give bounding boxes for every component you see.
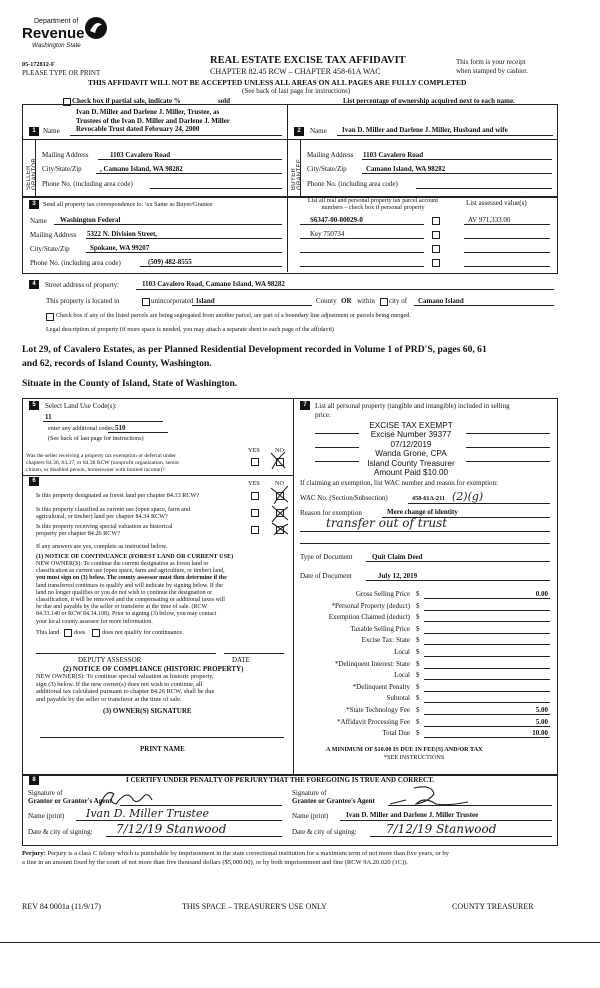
this-land-label: This land: [36, 629, 60, 636]
fee-line: [424, 702, 550, 703]
additional-codes-line: [108, 432, 168, 433]
current-use-yes-checkbox[interactable]: [251, 509, 259, 517]
land-use-see-back: (See back of last page for instructions): [48, 435, 144, 442]
section-4-badge: 4: [29, 280, 39, 289]
exemption-q-line-3: citizen, or disabled person, homeowner with limited income)?: [26, 466, 165, 473]
exemption-question: [26, 453, 179, 473]
agency-logo: [22, 18, 112, 58]
land-use-code: 11: [45, 413, 52, 421]
see-instructions-note: *SEE INSTRUCTIONS: [384, 754, 445, 761]
sold-label: sold: [218, 97, 231, 105]
seller-name-line: [70, 135, 282, 136]
notice-2-line: sign (3) below. If the new owner(s) does not wish to continue, all: [36, 680, 203, 688]
grantee-date-label: Date & city of signing:: [292, 828, 357, 836]
seller-phone-label: Phone No. (including area code): [42, 180, 133, 188]
reason-handwritten: transfer out of trust: [326, 516, 448, 530]
county-value: Island: [196, 297, 215, 305]
seller-side-label: SELLER GRANTOR: [26, 158, 38, 190]
street-line: [136, 289, 554, 290]
wac-label: WAC No. (Section/Subsection): [300, 494, 388, 502]
notice-2-line: and payable by the seller or transferor at the time of sale.: [36, 695, 182, 703]
personal-line-2a: [315, 447, 359, 448]
tax-corr-mailing: 5322 N. Division Street,: [87, 230, 158, 238]
assessed-line-1: [464, 224, 550, 225]
unincorporated-label: unincorporated: [151, 297, 194, 305]
fee-currency: $: [416, 706, 420, 714]
fee-label: *Delinquent Penalty: [352, 682, 410, 691]
stamp-line: EXCISE TAX EXEMPT: [369, 421, 453, 430]
city-value: Camano Island: [418, 297, 464, 305]
parcels-header-2: numbers – check box if personal property: [321, 204, 425, 211]
notice-1-line: be due and payable by the seller or transferor at the time of sale. (RCW: [36, 604, 208, 611]
assessed-line-2: [464, 238, 550, 239]
assessed-header: List assessed value(s): [466, 199, 527, 207]
fee-label: Subtotal: [386, 694, 410, 703]
seller-mailing: 1103 Cavalero Road: [110, 151, 171, 159]
situate-line: Situate in the County of Island, State of Washington.: [22, 378, 238, 389]
fee-currency: $: [416, 682, 420, 691]
buyer-mailing-label: Mailing Address: [307, 151, 354, 159]
parcels-header-1: List all real and personal property tax parcel account: [307, 197, 439, 204]
personal-property-label-1: List all personal property (tangible and intangible) included in selling: [315, 402, 510, 410]
parcel-line-3: [300, 252, 424, 253]
stamp-line: 07/12/2019: [390, 439, 432, 449]
tax-corr-name: Washington Federal: [60, 216, 121, 224]
buyer-side-label: BUYER GRANTEE: [291, 158, 303, 190]
buyer-mailing-line: [362, 159, 552, 160]
deputy-date-line: [224, 653, 284, 654]
perjury-label: Perjury:: [22, 850, 46, 857]
fee-line: [424, 598, 550, 599]
sec5-no-label: NO: [275, 447, 284, 454]
doc-type-line: [366, 561, 550, 562]
doc-date: July 12, 2019: [378, 572, 418, 580]
owner-signature-line: [40, 737, 284, 738]
county-label: County: [316, 297, 337, 305]
notice-2-title: (2) NOTICE OF COMPLIANCE (HISTORIC PROPERTY): [63, 665, 244, 673]
seller-phone-line: [150, 188, 282, 189]
grantee-date-city: 7/12/19 Stanwood: [386, 822, 497, 836]
fee-label: Exemption Claimed (deduct): [328, 613, 410, 622]
parcel-2-personal-checkbox[interactable]: [432, 231, 440, 239]
fee-currency: $: [416, 648, 420, 656]
fee-line: [424, 668, 550, 669]
notice-2-body: [36, 673, 214, 703]
fee-label: *Affidavit Processing Fee: [337, 717, 410, 726]
seller-mailing-label: Mailing Address: [42, 151, 89, 159]
notice-1-title: (1) NOTICE OF CONTINUANCE (FOREST LAND OR CURRENT USE): [36, 553, 234, 560]
fee-value: 5.00: [535, 717, 548, 726]
doc-date-label: Date of Document: [300, 572, 352, 580]
fee-line: [424, 610, 550, 611]
seller-city: , Camano Island, WA 98282: [100, 165, 183, 173]
receipt-note-1: This form is your receipt: [456, 58, 526, 66]
reason-line-2: [300, 531, 550, 532]
grantee-agent-label: Grantee or Grantee's Agent: [292, 797, 375, 805]
forest-question: Is this property designated as forest land per chapter 84.33 RCW?: [36, 492, 200, 499]
seller-city-label: City/State/Zip: [42, 165, 82, 173]
fee-label: Taxable Selling Price: [350, 624, 410, 633]
county-treasurer: COUNTY TREASURER: [452, 902, 534, 911]
fee-label: Gross Selling Price: [355, 590, 410, 598]
current-use-q-line-1: Is this property classified as current use (open space, farm and: [36, 506, 191, 513]
see-back: (See back of last page for instructions): [242, 87, 351, 95]
name-row-divider: [22, 139, 557, 140]
additional-codes: 510: [115, 424, 126, 432]
seller-name-block: [76, 108, 230, 134]
grantor-print-label: Name (print): [28, 812, 65, 820]
located-label: This property is located in: [46, 297, 120, 305]
section-5-badge: 5: [29, 401, 39, 410]
seller-name-line-2: Trustees of the Ivan D. Miller and Darlene J. Miller: [76, 116, 230, 125]
rev-number: REV 84 0001a (11/9/17): [22, 902, 101, 911]
tax-corr-phone-line: [140, 266, 282, 267]
wac-line: [408, 503, 550, 504]
parcel-4-personal-checkbox[interactable]: [432, 259, 440, 267]
ownership-pct-note: List percentage of ownership acquired next to each name.: [343, 97, 515, 105]
notice-1-line: 84.33.140 or RCW 84.34.108). Prior to signing (3) below, you may contact: [36, 611, 217, 618]
personal-line-1b: [466, 433, 550, 434]
fee-currency: $: [416, 613, 420, 622]
notice-2-line: NEW OWNER(S): To continue special valuation as historic property,: [36, 673, 214, 680]
fee-value: 10.00: [532, 729, 548, 738]
doc-type: Quit Claim Deed: [372, 553, 423, 561]
tax-corr-mailing-line: [86, 238, 282, 239]
tax-corr-phone: (509) 482-8555: [148, 258, 192, 266]
segregate-checkbox[interactable]: [46, 313, 54, 321]
sec6-no-check-marks-icon: [266, 480, 294, 536]
tax-corr-phone-label: Phone No. (including area code): [30, 259, 121, 267]
form-id: 05-172812-F: [22, 61, 55, 68]
assessed-line-4: [464, 266, 550, 267]
deputy-label: DEPUTY ASSESSOR: [78, 656, 142, 664]
doc-type-label: Type of Document: [300, 553, 353, 561]
fee-currency: $: [416, 601, 420, 610]
fee-line: [424, 644, 550, 645]
state-logo-icon: [84, 16, 108, 40]
tax-corr-city-label: City/State/Zip: [30, 245, 70, 253]
fee-currency: $: [416, 636, 420, 645]
forest-yes-checkbox[interactable]: [251, 492, 259, 500]
land-use-label: Select Land Use Code(s):: [45, 402, 117, 410]
deputy-date-label: DATE: [232, 656, 250, 664]
fee-currency: $: [416, 590, 420, 598]
current-use-question: [36, 506, 190, 520]
form-title: REAL ESTATE EXCISE TAX AFFIDAVIT: [210, 55, 406, 66]
reason-value: Mere change of identity: [387, 508, 458, 516]
tax-corr-divider: [287, 196, 288, 272]
exemption-q-line-2: chapters 84.36, 84.37, or 84.38 RCW (nonprofit organization, senior: [26, 459, 180, 466]
additional-codes-label: enter any additional codes:: [48, 425, 115, 432]
treasurer-space: THIS SPACE – TREASURER'S USE ONLY: [182, 902, 327, 911]
if-yes-note: If any answers are yes, complete as instructed below.: [36, 543, 168, 550]
please-type: PLEASE TYPE OR PRINT: [22, 69, 101, 77]
buyer-side-divider: [300, 139, 301, 196]
seller-city-line: [96, 173, 282, 174]
parcel-3-personal-checkbox[interactable]: [432, 245, 440, 253]
parcel-line-2: [300, 238, 424, 239]
legal-line-2: and 62, records of Island County, Washington.: [22, 358, 212, 369]
grantee-sig-label-1: Signature of: [292, 789, 327, 797]
fee-value: 5.00: [535, 706, 548, 714]
notice-1-line: classification, it will be removed and the compensating or additional taxes will: [36, 597, 225, 604]
tax-corr-name-label: Name: [30, 217, 47, 225]
historic-question: [36, 523, 173, 537]
fee-line: [424, 737, 550, 738]
sec6-yes-label: YES: [248, 480, 260, 487]
grantor-sig-label-1: Signature of: [28, 789, 63, 797]
fee-line: [424, 633, 550, 634]
parcel-line-1: [300, 224, 424, 225]
buyer-city-line: [362, 173, 552, 174]
exemption-yes-checkbox[interactable]: [251, 458, 259, 466]
grantee-print-name: Ivan D. Miller and Darlene J. Miller Trustee: [346, 811, 479, 819]
notice-1-line: NEW OWNER(S): To continue the current designation as forest land or: [36, 561, 209, 567]
fee-label: *State Technology Fee: [346, 706, 410, 714]
fee-currency: $: [416, 694, 420, 703]
grantee-date-line: [370, 836, 552, 837]
section-1-badge: 1: [29, 127, 39, 136]
tax-corr-city: Spokane, WA 99207: [90, 244, 150, 252]
form-warning: THIS AFFIDAVIT WILL NOT BE ACCEPTED UNLESS ALL AREAS ON ALL PAGES ARE FULLY COMPLETED: [88, 78, 467, 87]
land-does-checkbox[interactable]: [64, 629, 72, 637]
perjury-text-1: Perjury is a class C felony which is punishable by imprisonment in the state correctional institution for a maximum term of not more than five years, or by: [47, 850, 449, 857]
tax-corr-label: Send all property tax correspondence to: \xx Same as Buyer/Grantee: [43, 201, 213, 208]
wac-value: 458-61A-211: [412, 495, 445, 502]
stamp-line: Excise Number 39377: [370, 430, 452, 440]
grantee-print-label: Name (print): [292, 812, 329, 820]
agency-line3: Washington State: [32, 42, 81, 49]
personal-line-3b: [466, 461, 550, 462]
buyer-phone-line: [416, 188, 552, 189]
reason-label: Reason for exemption: [300, 509, 362, 517]
form-chapters: CHAPTER 82.45 RCW – CHAPTER 458-61A WAC: [210, 67, 381, 76]
exemption-no-check-mark-icon: [268, 449, 288, 471]
fee-currency: $: [416, 671, 420, 680]
notice-2-line: additional tax calculated pursuant to chapter 84.26 RCW, shall be due: [36, 688, 215, 696]
notice-1-body: [36, 561, 227, 626]
fee-currency: $: [416, 624, 420, 633]
notice-1-line: you must sign on (3) below. The county assessor must then determine if the: [36, 575, 227, 582]
owner-signature-label: (3) OWNER(S) SIGNATURE: [103, 707, 192, 715]
stamp-line: Wanda Grone, CPA: [375, 449, 447, 459]
section-7-badge: 7: [300, 401, 310, 410]
fee-label: *Delinquent Interest: State: [334, 659, 410, 668]
grantee-signature-icon: [384, 782, 474, 810]
grantor-date-line: [106, 836, 282, 837]
sections-divider: [293, 398, 294, 774]
fee-label: Local: [394, 648, 410, 656]
perjury-text-2: a fine in an amount fixed by the court of not more than five thousand dollars ($5,000.00), or by both imprisonment and fine (RCW 9A.20.020 (1C)).: [22, 859, 409, 866]
sec5-yes-label: YES: [248, 447, 260, 454]
notice-1-line: classification as current use (open space, farm and agriculture, or timber) land,: [36, 568, 225, 575]
segregate-label: Check box if any of the listed parcels are being segregated from another parcel, are part of a boundary line adjustment or parcels being merged.: [56, 312, 411, 319]
section-2-badge: 2: [294, 127, 304, 136]
personal-line-2b: [466, 447, 550, 448]
grantor-date-label: Date & city of signing:: [28, 828, 93, 836]
fee-line: [424, 656, 550, 657]
receipt-note-2: when stamped by cashier.: [456, 67, 528, 75]
agency-line2: Revenue: [22, 25, 85, 42]
seller-side-divider: [35, 139, 36, 196]
seller-mailing-line: [98, 159, 282, 160]
personal-line-1a: [315, 433, 359, 434]
parcel-key: Key 750734: [310, 230, 345, 238]
grantee-print-line: [340, 820, 552, 821]
claim-exemption-label: If claiming an exemption, list WAC number and reason for exemption:: [300, 479, 498, 487]
tax-corr-mailing-label: Mailing Address: [30, 231, 77, 239]
stamp-line: Amount Paid $10.00: [373, 468, 449, 478]
legal-label: Legal description of property (if more space is needed, you may attach a separate sheet to each page of the affidavit): [46, 326, 334, 333]
print-name-label: PRINT NAME: [140, 745, 185, 753]
legal-line-1: Lot 29, of Cavalero Estates, as per Planned Residential Development recorded in Volume 1 of PRD'S, pages 60, 61: [22, 344, 487, 355]
buyer-name: Ivan D. Miller and Darlene J. Miller, Husband and wife: [342, 126, 508, 134]
section-3-badge: 3: [29, 200, 39, 209]
seller-name-label: Name: [43, 127, 60, 135]
doc-date-line: [366, 580, 550, 581]
fee-line: [424, 691, 550, 692]
excise-exempt-stamp: [358, 421, 464, 477]
minimum-due-note: A MINIMUM OF $10.00 IS DUE IN FEE(S) AND/OR TAX: [326, 746, 483, 753]
seller-name-line-1: Ivan D. Miller and Darlene J. Miller, Trustee, as: [76, 108, 220, 116]
parcel-line-4: [300, 266, 424, 267]
section-8-badge: 8: [29, 776, 39, 785]
fee-line: [424, 679, 550, 680]
notice-1-line: land transferred continues to qualify and will indicate by signing below. If the: [36, 582, 223, 589]
or-label: OR: [341, 297, 352, 305]
historic-yes-checkbox[interactable]: [251, 526, 259, 534]
stamp-line: Island County Treasurer: [367, 458, 455, 468]
buyer-mailing: 1103 Cavalero Road: [363, 151, 424, 159]
fee-currency: $: [416, 729, 420, 738]
unincorporated-checkbox[interactable]: [142, 298, 150, 306]
historic-q-line-1: Is this property receiving special valuation as historical: [36, 523, 173, 530]
county-line: [192, 305, 312, 306]
land-use-code-line: [43, 421, 163, 422]
buyer-phone-label: Phone No. (including area code): [307, 180, 398, 188]
within-label: within: [357, 297, 375, 305]
reason-line-3: [300, 543, 550, 544]
grantor-date-city: 7/12/19 Stanwood: [116, 822, 227, 836]
fee-label: *Personal Property (deduct): [331, 601, 410, 610]
grantor-print-line: [76, 820, 282, 821]
grantor-agent-label: Grantor or Grantor's Agent: [28, 797, 112, 805]
city-of-label: city of: [389, 297, 408, 305]
buyer-name-label: Name: [310, 127, 327, 135]
assessed-1: AV 971,333.00: [468, 216, 511, 224]
city-checkbox[interactable]: [380, 298, 388, 306]
street-address: 1103 Cavalero Road, Camano Island, WA 98282: [142, 280, 285, 288]
fee-label: Excise Tax: State: [361, 636, 410, 645]
current-use-q-line-2: agricultural, or timber) land per chapter 84.34 RCW?: [36, 513, 168, 520]
historic-q-line-2: property per chapter 84.26 RCW?: [36, 530, 121, 537]
deputy-line: [36, 653, 216, 654]
personal-line-3a: [315, 461, 359, 462]
buyer-city-label: City/State/Zip: [307, 165, 347, 173]
fee-label: Total Due: [382, 729, 410, 738]
fee-line: [424, 726, 550, 727]
sec5-sec6-divider: [22, 475, 293, 476]
buyer-name-line: [337, 135, 553, 136]
assessed-line-3: [464, 252, 550, 253]
street-label: Street address of property:: [45, 281, 120, 289]
fee-currency: $: [416, 659, 420, 668]
city-line: [414, 305, 554, 306]
grantor-print-name: Ivan D. Miller Trustee: [86, 807, 209, 820]
notice-1-line: your local county assessor for more information.: [36, 618, 153, 625]
seller-name-line-3: Revocable Trust dated February 24, 2000: [76, 125, 200, 134]
fee-label: Local: [394, 671, 410, 680]
land-does-not-label: does not qualify for continuance.: [102, 629, 184, 636]
sec6-no-label: NO: [275, 480, 284, 487]
land-does-not-checkbox[interactable]: [92, 629, 100, 637]
parcel-1-personal-checkbox[interactable]: [432, 217, 440, 225]
tax-corr-city-line: [86, 252, 282, 253]
fee-currency: $: [416, 717, 420, 726]
buyer-city: Camano Island, WA 98282: [366, 165, 446, 173]
notice-1-line: land no longer qualifies or you do not wish to continue the designation or: [36, 589, 213, 596]
perjury-notice: [22, 849, 449, 867]
certify-statement: I CERTIFY UNDER PENALTY OF PERJURY THAT THE FOREGOING IS TRUE AND CORRECT.: [126, 776, 435, 784]
parcel-1: S6347-00-00029-0: [310, 216, 363, 224]
personal-property-label-2: price.: [315, 411, 331, 419]
section-6-badge: 6: [29, 477, 39, 486]
agency-line1: Department of: [34, 18, 79, 25]
fee-value: 0.00: [535, 590, 548, 598]
partial-sale-label: Check box if partial sale, indicate %: [72, 97, 181, 105]
land-does-label: does: [74, 629, 86, 636]
tax-corr-name-line: [54, 224, 282, 225]
page-bottom-rule: [0, 942, 600, 943]
fee-line: [424, 714, 550, 715]
fee-line: [424, 621, 550, 622]
exemption-q-line-1: Was the seller receiving a property tax exemption or deferral under: [26, 453, 176, 459]
seller-buyer-divider: [287, 104, 288, 196]
wac-handwritten: (2)(g): [452, 490, 484, 503]
